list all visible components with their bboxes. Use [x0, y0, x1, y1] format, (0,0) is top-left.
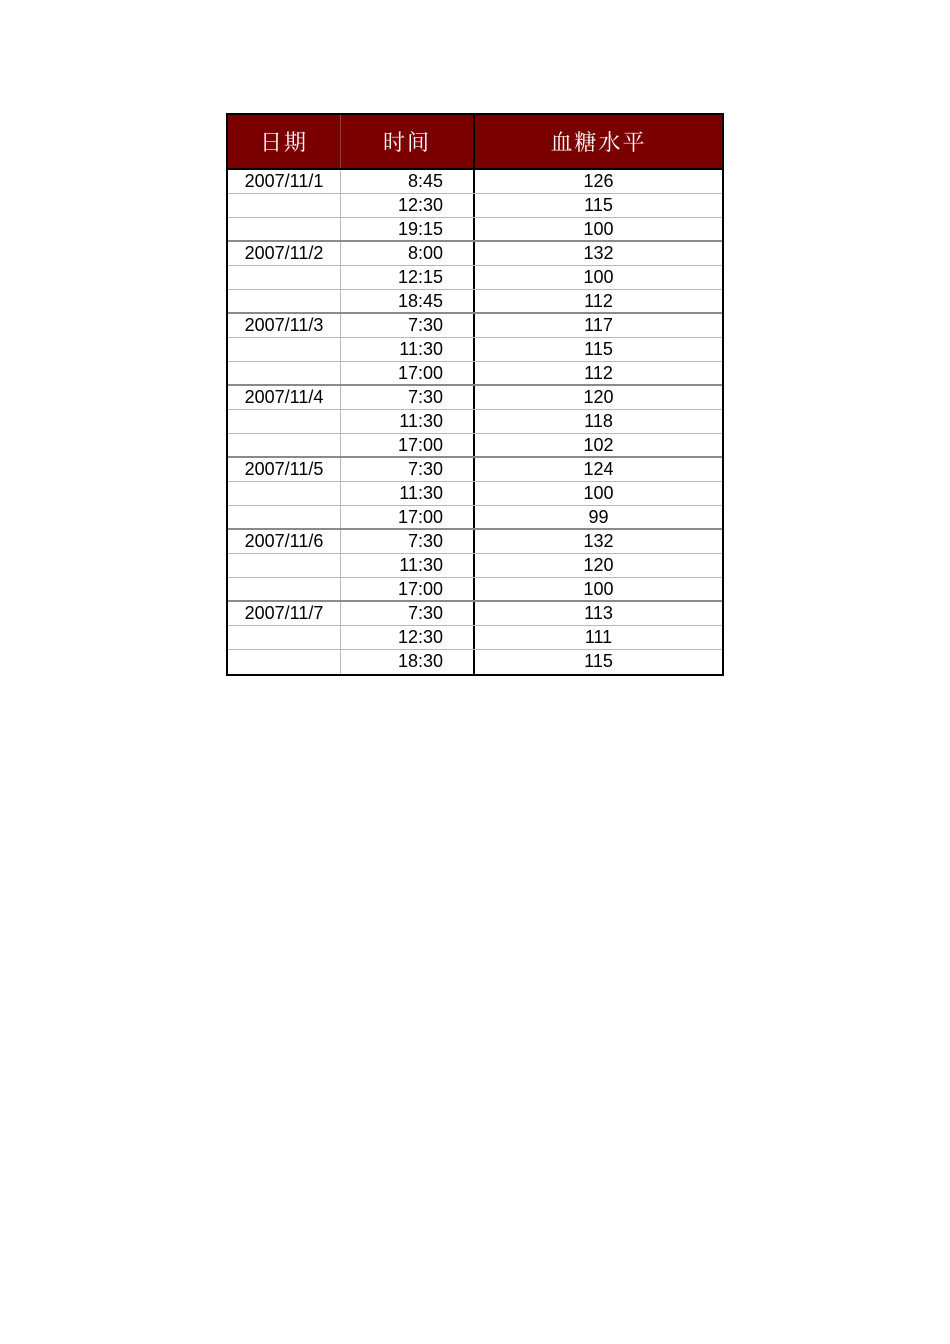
- table-row: [228, 266, 722, 290]
- time-cell[interactable]: 17:00: [341, 578, 475, 600]
- time-cell[interactable]: 11:30: [341, 410, 475, 433]
- date-cell[interactable]: 2007/11/1: [228, 170, 341, 193]
- table-row: [228, 290, 722, 314]
- time-cell[interactable]: 19:15: [341, 218, 475, 240]
- glucose-level-cell[interactable]: 120: [583, 387, 614, 407]
- table-row: [228, 194, 722, 218]
- date-cell[interactable]: [228, 338, 341, 361]
- header-time[interactable]: 时间: [341, 115, 475, 168]
- table-row: [228, 458, 722, 482]
- time-cell[interactable]: 17:00: [341, 362, 475, 384]
- table-row: [228, 218, 722, 242]
- time-cell[interactable]: 8:00: [341, 242, 475, 265]
- glucose-level-cell[interactable]: 117: [584, 315, 613, 335]
- date-cell[interactable]: [228, 194, 341, 217]
- table-header-row: [228, 115, 722, 170]
- date-cell[interactable]: 2007/11/4: [228, 386, 341, 409]
- table-row: [228, 602, 722, 626]
- time-cell[interactable]: 8:45: [341, 170, 475, 193]
- date-cell[interactable]: 2007/11/7: [228, 602, 341, 625]
- glucose-level-cell[interactable]: 112: [584, 291, 613, 311]
- time-cell[interactable]: 17:00: [341, 434, 475, 456]
- date-cell[interactable]: [228, 626, 341, 649]
- glucose-level-cell[interactable]: 100: [583, 219, 614, 239]
- time-cell[interactable]: 11:30: [341, 338, 475, 361]
- date-cell[interactable]: [228, 290, 341, 312]
- date-cell[interactable]: [228, 266, 341, 289]
- time-cell[interactable]: 12:30: [341, 626, 475, 649]
- date-cell[interactable]: 2007/11/5: [228, 458, 341, 481]
- glucose-level-cell[interactable]: 132: [583, 243, 614, 263]
- glucose-level-cell[interactable]: 100: [583, 483, 614, 503]
- header-blood-glucose-level[interactable]: 血糖水平: [550, 131, 647, 156]
- glucose-level-cell[interactable]: 113: [584, 603, 613, 623]
- time-cell[interactable]: 7:30: [341, 602, 475, 625]
- blood-glucose-table: [226, 113, 724, 676]
- date-cell[interactable]: [228, 434, 341, 456]
- time-cell[interactable]: 11:30: [341, 482, 475, 505]
- table-row: [228, 386, 722, 410]
- glucose-level-cell[interactable]: 120: [583, 555, 614, 575]
- time-cell[interactable]: 18:45: [341, 290, 475, 312]
- date-cell[interactable]: [228, 554, 341, 577]
- date-cell[interactable]: [228, 506, 341, 528]
- glucose-level-cell[interactable]: 126: [583, 171, 614, 191]
- table-row: [228, 650, 722, 674]
- time-cell[interactable]: 12:15: [341, 266, 475, 289]
- date-cell[interactable]: [228, 482, 341, 505]
- glucose-level-cell[interactable]: 111: [584, 627, 613, 647]
- glucose-level-cell[interactable]: 102: [583, 435, 614, 455]
- glucose-level-cell[interactable]: 115: [584, 339, 613, 359]
- glucose-level-cell[interactable]: 100: [583, 267, 614, 287]
- table-row: [228, 338, 722, 362]
- table-row: [228, 170, 722, 194]
- time-cell[interactable]: 7:30: [341, 314, 475, 337]
- glucose-level-cell[interactable]: 118: [584, 411, 613, 431]
- time-cell[interactable]: 7:30: [341, 530, 475, 553]
- table-row: [228, 530, 722, 554]
- glucose-level-cell[interactable]: 112: [584, 363, 613, 383]
- glucose-level-cell[interactable]: 124: [583, 459, 614, 479]
- date-cell[interactable]: [228, 650, 341, 674]
- glucose-level-cell[interactable]: 132: [583, 531, 614, 551]
- table-row: [228, 626, 722, 650]
- table-row: [228, 410, 722, 434]
- table-row: [228, 314, 722, 338]
- header-date[interactable]: 日期: [228, 115, 341, 168]
- glucose-level-cell[interactable]: 115: [584, 195, 613, 215]
- date-cell[interactable]: 2007/11/2: [228, 242, 341, 265]
- table-row: [228, 506, 722, 530]
- time-cell[interactable]: 12:30: [341, 194, 475, 217]
- date-cell[interactable]: [228, 410, 341, 433]
- glucose-level-cell[interactable]: 115: [584, 651, 613, 671]
- table-row: [228, 578, 722, 602]
- glucose-level-cell[interactable]: 99: [588, 507, 609, 527]
- table-row: [228, 482, 722, 506]
- time-cell[interactable]: 11:30: [341, 554, 475, 577]
- table-row: [228, 362, 722, 386]
- date-cell[interactable]: [228, 362, 341, 384]
- time-cell[interactable]: 18:30: [341, 650, 475, 674]
- time-cell[interactable]: 7:30: [341, 458, 475, 481]
- time-cell[interactable]: 7:30: [341, 386, 475, 409]
- date-cell[interactable]: 2007/11/3: [228, 314, 341, 337]
- date-cell[interactable]: [228, 218, 341, 240]
- glucose-level-cell[interactable]: 100: [583, 579, 614, 599]
- table-row: [228, 434, 722, 458]
- date-cell[interactable]: 2007/11/6: [228, 530, 341, 553]
- table-row: [228, 554, 722, 578]
- table-body: [228, 170, 722, 674]
- date-cell[interactable]: [228, 578, 341, 600]
- time-cell[interactable]: 17:00: [341, 506, 475, 528]
- table-row: [228, 242, 722, 266]
